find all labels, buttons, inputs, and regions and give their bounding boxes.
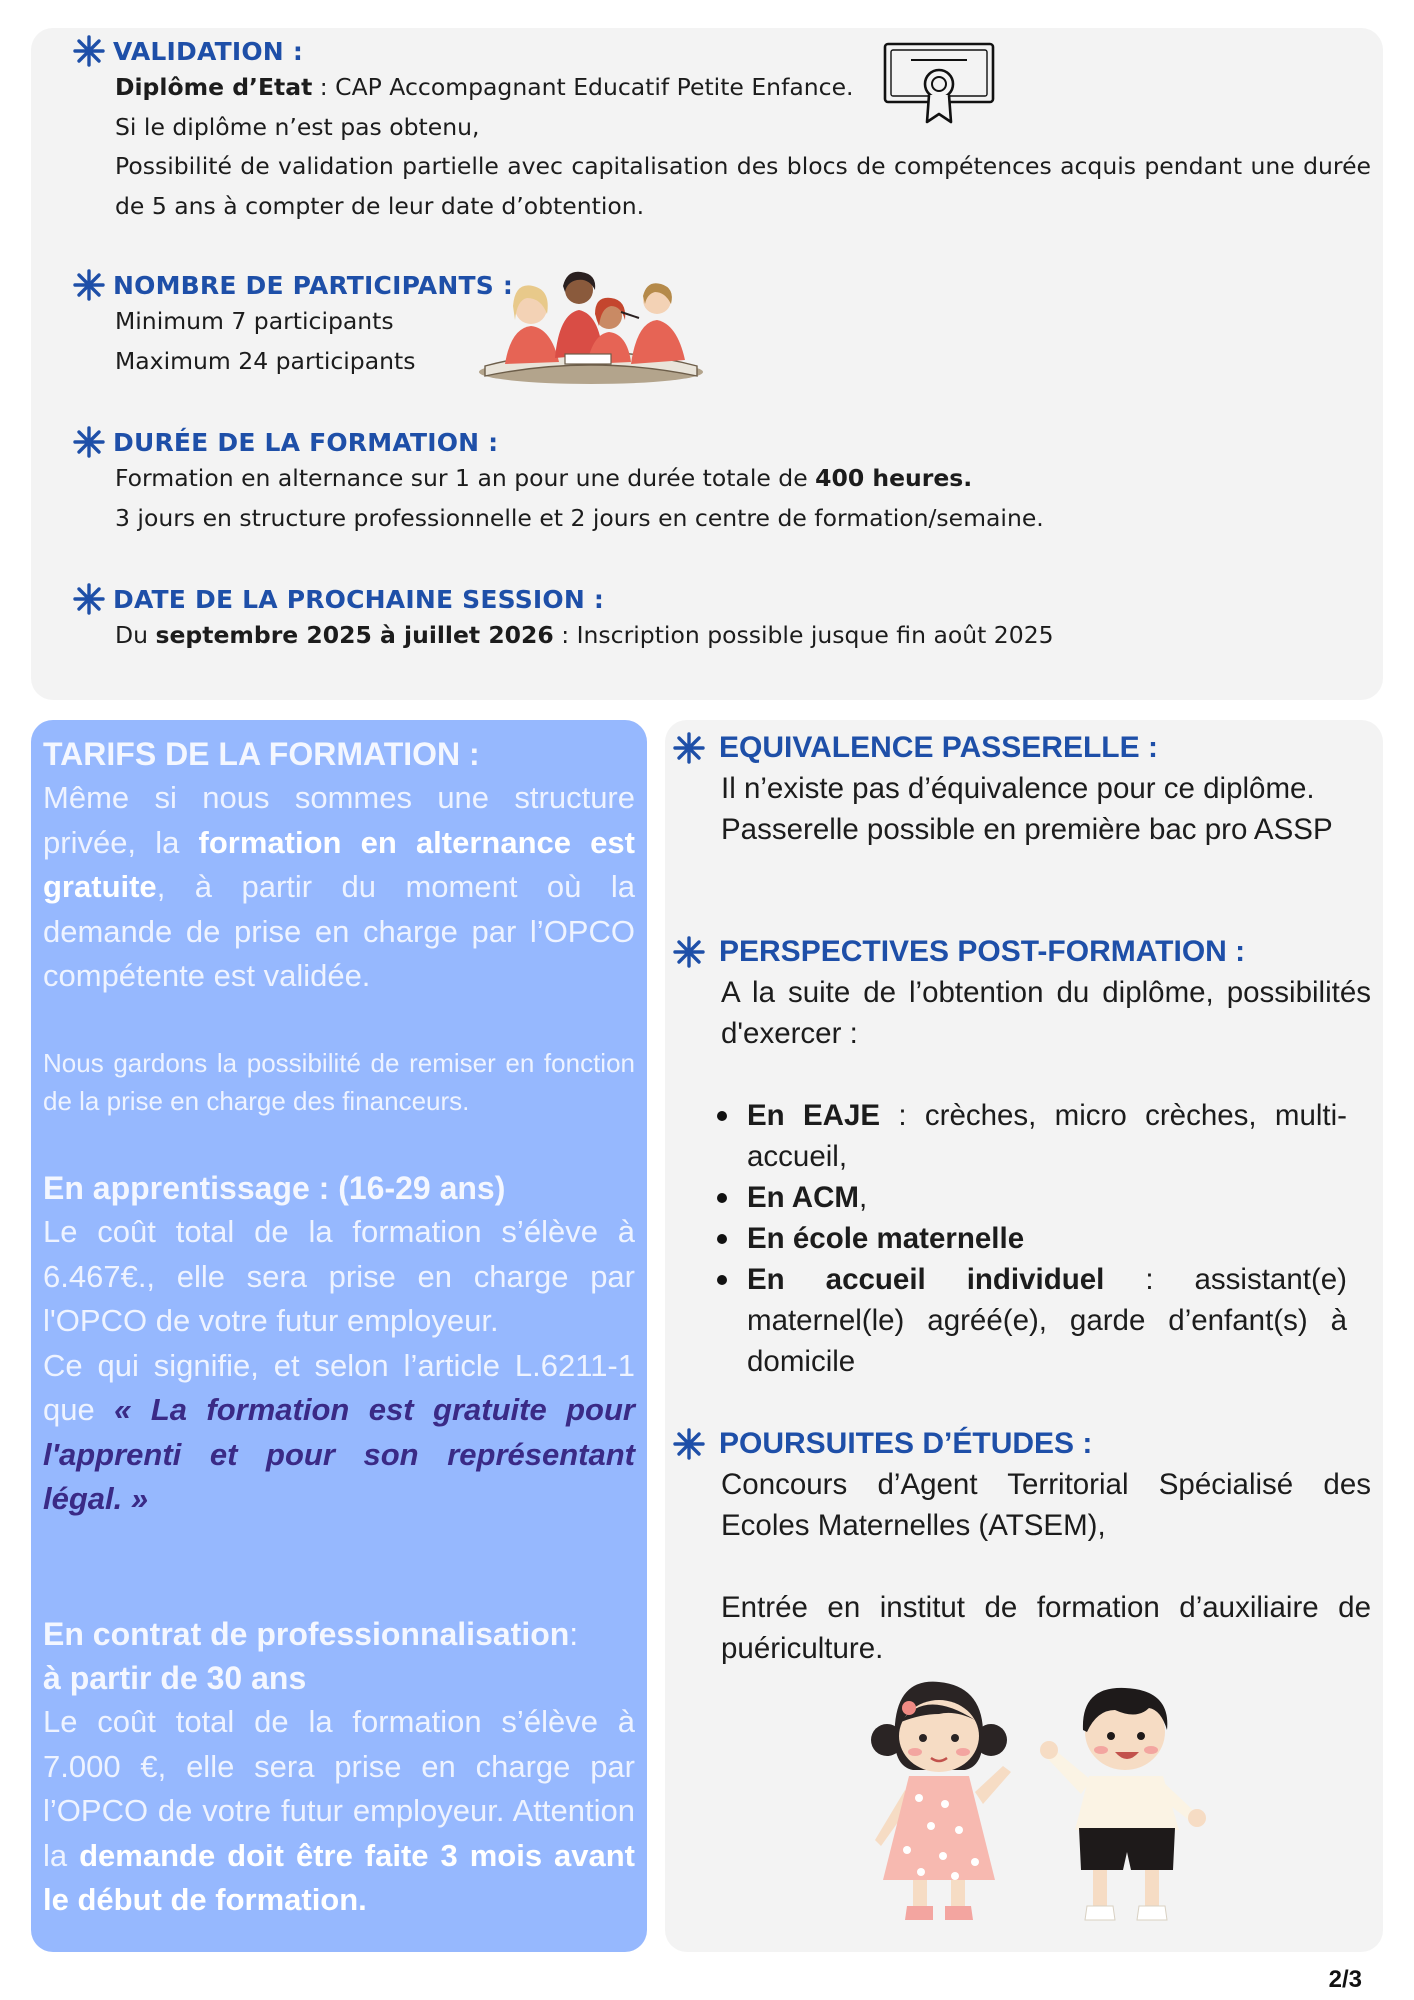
participants-max: Maximum 24 participants	[115, 346, 416, 375]
validation-diploma-name: : CAP Accompagnant Educatif Petite Enfance.	[312, 73, 854, 101]
list-item: En EAJE : crèches, micro crèches, multi-accueil,	[747, 1095, 1347, 1177]
asterisk-star-icon	[671, 730, 707, 766]
validation-line2: Si le diplôme n’est pas obtenu,	[115, 112, 480, 141]
tarifs-free-bold: formation en alternance est gratuite	[43, 824, 635, 904]
pro-age: à partir de 30 ans	[43, 1660, 307, 1696]
tarifs-panel	[31, 720, 647, 1952]
article-text: Ce qui signifie, et selon l’article L.6211-1 que	[43, 1347, 635, 1427]
poursuites-line1: Concours d’Agent Territorial Spécialisé des Ecoles Maternelles (ATSEM),	[721, 1468, 1371, 1542]
equivalence-line1: Il n’existe pas d’équivalence pour ce diplôme.	[721, 772, 1315, 805]
session-inscription: : Inscription possible jusque fin août 2025	[553, 621, 1054, 649]
pro-heading: En contrat de professionnalisation	[43, 1616, 570, 1652]
participants-section	[71, 268, 513, 381]
asterisk-star-icon	[71, 581, 107, 617]
tarifs-remise-text: Nous gardons la possibilité de remiser en fonction de la prise en charge des financeurs.	[43, 1048, 635, 1116]
tarifs-p1-start: Même si nous sommes une structure privée, la	[43, 780, 635, 860]
children-illustration	[835, 1680, 1225, 1930]
validation-heading: VALIDATION :	[113, 36, 304, 66]
info-panel	[31, 28, 1383, 700]
page-number: 2/3	[1328, 1966, 1362, 1993]
asterisk-star-icon	[671, 1426, 707, 1462]
apprentissage-text: Le coût total de la formation s’élève à 6.467€., elle sera prise en charge par l'OPCO de votre futur employeur.	[43, 1214, 635, 1338]
session-heading: DATE DE LA PROCHAINE SESSION :	[113, 584, 605, 614]
equivalence-section	[671, 728, 1371, 850]
tarifs-p1-end: , à partir du moment où la demande de prise en charge par l’OPCO compétente est validée.	[43, 869, 635, 993]
perspectives-intro: A la suite de l’obtention du diplôme, possibilités d'exercer :	[721, 976, 1371, 1050]
session-dates: septembre 2025 à juillet 2026	[155, 621, 554, 649]
asterisk-star-icon	[71, 33, 107, 69]
duree-line1: Formation en alternance sur 1 an pour une durée totale de	[115, 464, 816, 492]
session-section	[71, 582, 1054, 656]
duree-heading: DURÉE DE LA FORMATION :	[113, 427, 499, 457]
apprenti-quote: « La formation est gratuite pour l'apprenti et pour son représentant légal. »	[43, 1392, 635, 1516]
perspectives-section	[671, 932, 1371, 1382]
participants-min: Minimum 7 participants	[115, 307, 394, 335]
asterisk-star-icon	[671, 934, 707, 970]
poursuites-line2: Entrée en institut de formation d’auxiliaire de puériculture.	[721, 1591, 1371, 1665]
poursuites-section	[671, 1424, 1371, 1669]
asterisk-star-icon	[71, 424, 107, 460]
poursuites-heading: POURSUITES D’ÉTUDES :	[719, 1427, 1093, 1460]
validation-section	[71, 34, 1371, 226]
session-prefix: Du	[115, 621, 156, 649]
list-item: En école maternelle	[747, 1218, 1347, 1259]
equivalence-line2: Passerelle possible en première bac pro ASSP	[721, 813, 1333, 846]
attention-bold: demande doit être faite 3 mois avant le début de formation.	[43, 1837, 636, 1917]
duree-section	[71, 425, 1044, 538]
duree-line2: 3 jours en structure professionnelle et 2 jours en centre de formation/semaine.	[115, 503, 1044, 532]
tarifs-heading: TARIFS DE LA FORMATION :	[43, 736, 480, 772]
asterisk-star-icon	[71, 267, 107, 303]
validation-diploma-label: Diplôme d’Etat	[115, 73, 313, 101]
pro-colon: :	[569, 1616, 579, 1652]
apprentissage-heading: En apprentissage : (16-29 ans)	[43, 1170, 506, 1206]
pro-text: Le coût total de la formation s’élève à 7.000 €, elle sera prise en charge par l’OPCO de votre futur employeur.	[43, 1704, 635, 1828]
list-item: En ACM,	[747, 1177, 1347, 1218]
validation-line3: Possibilité de validation partielle avec capitalisation des blocs de compétences acquis pendant une durée de 5 ans à compter de leur date d’obtention.	[115, 152, 1371, 220]
perspectives-heading: PERSPECTIVES POST-FORMATION :	[719, 935, 1246, 968]
perspectives-panel	[665, 720, 1383, 1952]
duree-hours: 400 heures.	[815, 464, 973, 492]
perspectives-list	[747, 1095, 1347, 1382]
equivalence-heading: EQUIVALENCE PASSERELLE :	[719, 731, 1158, 764]
list-item: En accueil individuel : assistant(e) maternel(le) agréé(e), garde d’enfant(s) à domicile	[747, 1259, 1347, 1382]
participants-heading: NOMBRE DE PARTICIPANTS :	[113, 270, 514, 300]
attention-start: Attention la	[43, 1793, 635, 1873]
